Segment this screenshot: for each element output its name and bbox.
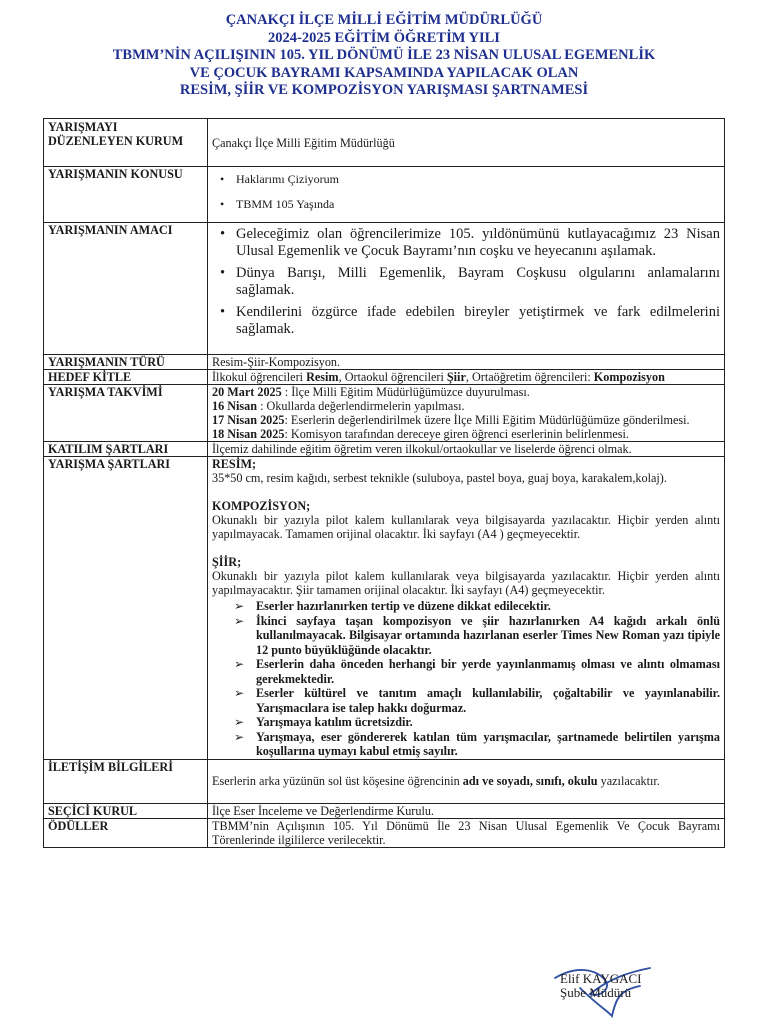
row-participation <box>44 442 725 457</box>
label-organizer: YARIŞMAYI DÜZENLEYEN KURUM <box>44 119 208 167</box>
target-bold: Resim <box>306 370 339 384</box>
purpose-item: • Geleceğimiz olan öğrencilerimize 105. yıldönümünü kutlayacağımız 23 Nisan Ulusal Egemenlik ve Çocuk Bayramı’nın coşku ve heyecanını aşılamak. <box>236 226 720 260</box>
row-schedule <box>44 385 725 442</box>
target-text: , Ortaokul öğrencileri <box>338 370 447 384</box>
row-purpose <box>44 223 725 355</box>
subject-item: • Haklarımı Çiziyorum <box>236 172 720 187</box>
value-subject <box>208 167 725 223</box>
purpose-item: • Dünya Barışı, Milli Egemenlik, Bayram Coşkusu olgularını anlamalarını sağlamak. <box>236 265 720 299</box>
schedule-entry <box>212 427 720 441</box>
signature-block <box>560 972 642 1000</box>
label-target: HEDEF KİTLE <box>44 370 208 385</box>
schedule-date: 18 Nisan 2025 <box>212 427 285 441</box>
rule-item: ➢ Yarışmaya katılım ücretsizdir. <box>256 715 720 730</box>
value-awards: TBMM’nin Açılışının 105. Yıl Dönümü İle 23 Nisan Ulusal Egemenlik Ve Çocuk Bayramı Törenlerinde ilgililerce verilecektir. <box>208 818 725 847</box>
target-text: , Ortaöğretim öğrencileri: <box>465 370 594 384</box>
label-awards: ÖDÜLLER <box>44 818 208 847</box>
schedule-text: : İlçe Milli Eğitim Müdürlüğümüzce duyurulması. <box>281 385 530 399</box>
label-contact: İLETİŞİM BİLGİLERİ <box>44 759 208 803</box>
header-line-4: VE ÇOCUK BAYRAMI KAPSAMINDA YAPILACAK OLAN <box>189 64 579 81</box>
row-type <box>44 355 725 370</box>
value-purpose <box>208 223 725 355</box>
schedule-date: 16 Nisan <box>212 399 258 413</box>
schedule-entry <box>212 399 720 413</box>
row-awards <box>44 818 725 847</box>
header-line-5: RESİM, ŞİİR VE KOMPOZİSYON YARIŞMASI ŞARTNAMESİ <box>179 82 589 98</box>
rule-item: ➢ İkinci sayfaya taşan kompozisyon ve şiir hazırlanırken A4 kağıdı arkalı önlü kullanılmayacak. Bilgisayar ortamında hazırlanan eserler Times New Roman yazı tipiyle 12 punto büyüklüğünde olacaktır. <box>256 614 720 658</box>
rule-item: ➢ Eserlerin daha önceden herhangi bir yerde yayınlanmamış olması ve alıntı olmaması gerekmektedir. <box>256 657 720 686</box>
painting-title: RESİM; <box>212 457 257 471</box>
contact-text: yazılacaktır. <box>597 774 660 788</box>
value-participation: İlçemiz dahilinde eğitim öğretim veren ilkokul/ortaokullar ve liselerde öğrenci olmak. <box>208 442 725 457</box>
signatory-name: Elif KAYGACI <box>560 971 642 986</box>
signatory-title: Şube Müdürü <box>560 985 632 1000</box>
row-conditions <box>44 457 725 760</box>
essay-title: KOMPOZİSYON; <box>212 499 311 513</box>
rule-item: ➢ Eserler kültürel ve tanıtım amaçlı kullanılabilir, çoğaltabilir ve yayınlanabilir. Yarışmacılara ise talep hakkı doğurmaz. <box>256 686 720 715</box>
label-type: YARIŞMANIN TÜRÜ <box>44 355 208 370</box>
label-conditions: YARIŞMA ŞARTLARI <box>44 457 208 760</box>
purpose-item: • Kendilerini özgürce ifade edebilen bireyler yetiştirmek ve fark edilmelerini sağlamak. <box>236 304 720 338</box>
contact-bold: adı ve soyadı, sınıfı, okulu <box>462 774 598 788</box>
rule-item: ➢ Eserler hazırlanırken tertip ve düzene dikkat edilecektir. <box>256 599 720 614</box>
poem-text: Okunaklı bir yazıyla pilot kalem kullanılarak veya bilgisayarda yazılacaktır. Hiçbir yerden alıntı yapılmayacaktır. Şiir tamamen orijinal olacaktır. İki sayfayı (A4) geçmeyecektir. <box>212 569 720 597</box>
value-schedule <box>208 385 725 442</box>
value-contact <box>208 759 725 803</box>
schedule-text: : Okullarda değerlendirmelerin yapılması. <box>257 399 465 413</box>
target-bold: Kompozisyon <box>593 370 665 384</box>
subject-item: • TBMM 105 Yaşında <box>236 197 720 212</box>
value-jury: İlçe Eser İnceleme ve Değerlendirme Kurulu. <box>208 803 725 818</box>
schedule-date: 20 Mart 2025 <box>212 385 282 399</box>
row-organizer <box>44 119 725 167</box>
header-line-3: TBMM’NİN AÇILIŞININ 105. YIL DÖNÜMÜ İLE 23 NİSAN ULUSAL EGEMENLİK <box>112 47 656 63</box>
row-contact <box>44 759 725 803</box>
schedule-entry <box>212 413 720 427</box>
row-subject <box>44 167 725 223</box>
label-schedule: YARIŞMA TAKVİMİ <box>44 385 208 442</box>
rule-item: ➢ Yarışmaya, eser göndererek katılan tüm yarışmacılar, şartnamede belirtilen yarışma koşullarına uymayı kabul etmiş sayılır. <box>256 730 720 759</box>
header-line-2: 2024-2025 EĞİTİM ÖĞRETİM YILI <box>268 29 500 46</box>
label-subject: YARIŞMANIN KONUSU <box>44 167 208 223</box>
header-line-1: ÇANAKÇI İLÇE MİLLİ EĞİTİM MÜDÜRLÜĞÜ <box>225 12 543 28</box>
label-participation: KATILIM ŞARTLARI <box>44 442 208 457</box>
row-jury <box>44 803 725 818</box>
target-text: İlkokul öğrencileri <box>212 370 307 384</box>
schedule-text: : Komisyon tarafından dereceye giren öğrenci eserlerinin belirlenmesi. <box>284 427 629 441</box>
contact-text: Eserlerin arka yüzünün sol üst köşesine öğrencinin <box>212 774 463 788</box>
schedule-entry <box>212 385 720 399</box>
value-organizer: Çanakçı İlçe Milli Eğitim Müdürlüğü <box>208 119 725 167</box>
value-target <box>208 370 725 385</box>
value-conditions <box>208 457 725 760</box>
value-type: Resim-Şiir-Kompozisyon. <box>208 355 725 370</box>
specification-table <box>43 118 725 848</box>
painting-text: 35*50 cm, resim kağıdı, serbest teknikle (suluboya, pastel boya, guaj boya, karakalem,kolaj). <box>212 471 667 485</box>
label-purpose: YARIŞMANIN AMACI <box>44 223 208 355</box>
essay-text: Okunaklı bir yazıyla pilot kalem kullanılarak veya bilgisayarda yazılacaktır. Hiçbir yerden alıntı yapılmayacak. Tamamen orijinal olacaktır. İki sayfayı (A4 ) geçmeyecektir. <box>212 513 720 541</box>
schedule-date: 17 Nisan 2025 <box>212 413 285 427</box>
target-bold: Şiir <box>446 370 466 384</box>
schedule-text: : Eserlerin değerlendirilmek üzere İlçe Milli Eğitim Müdürlüğümüze gönderilmesi. <box>284 413 690 427</box>
label-jury: SEÇİCİ KURUL <box>44 803 208 818</box>
document-header <box>0 12 768 100</box>
row-target <box>44 370 725 385</box>
poem-title: ŞİİR; <box>212 555 242 569</box>
